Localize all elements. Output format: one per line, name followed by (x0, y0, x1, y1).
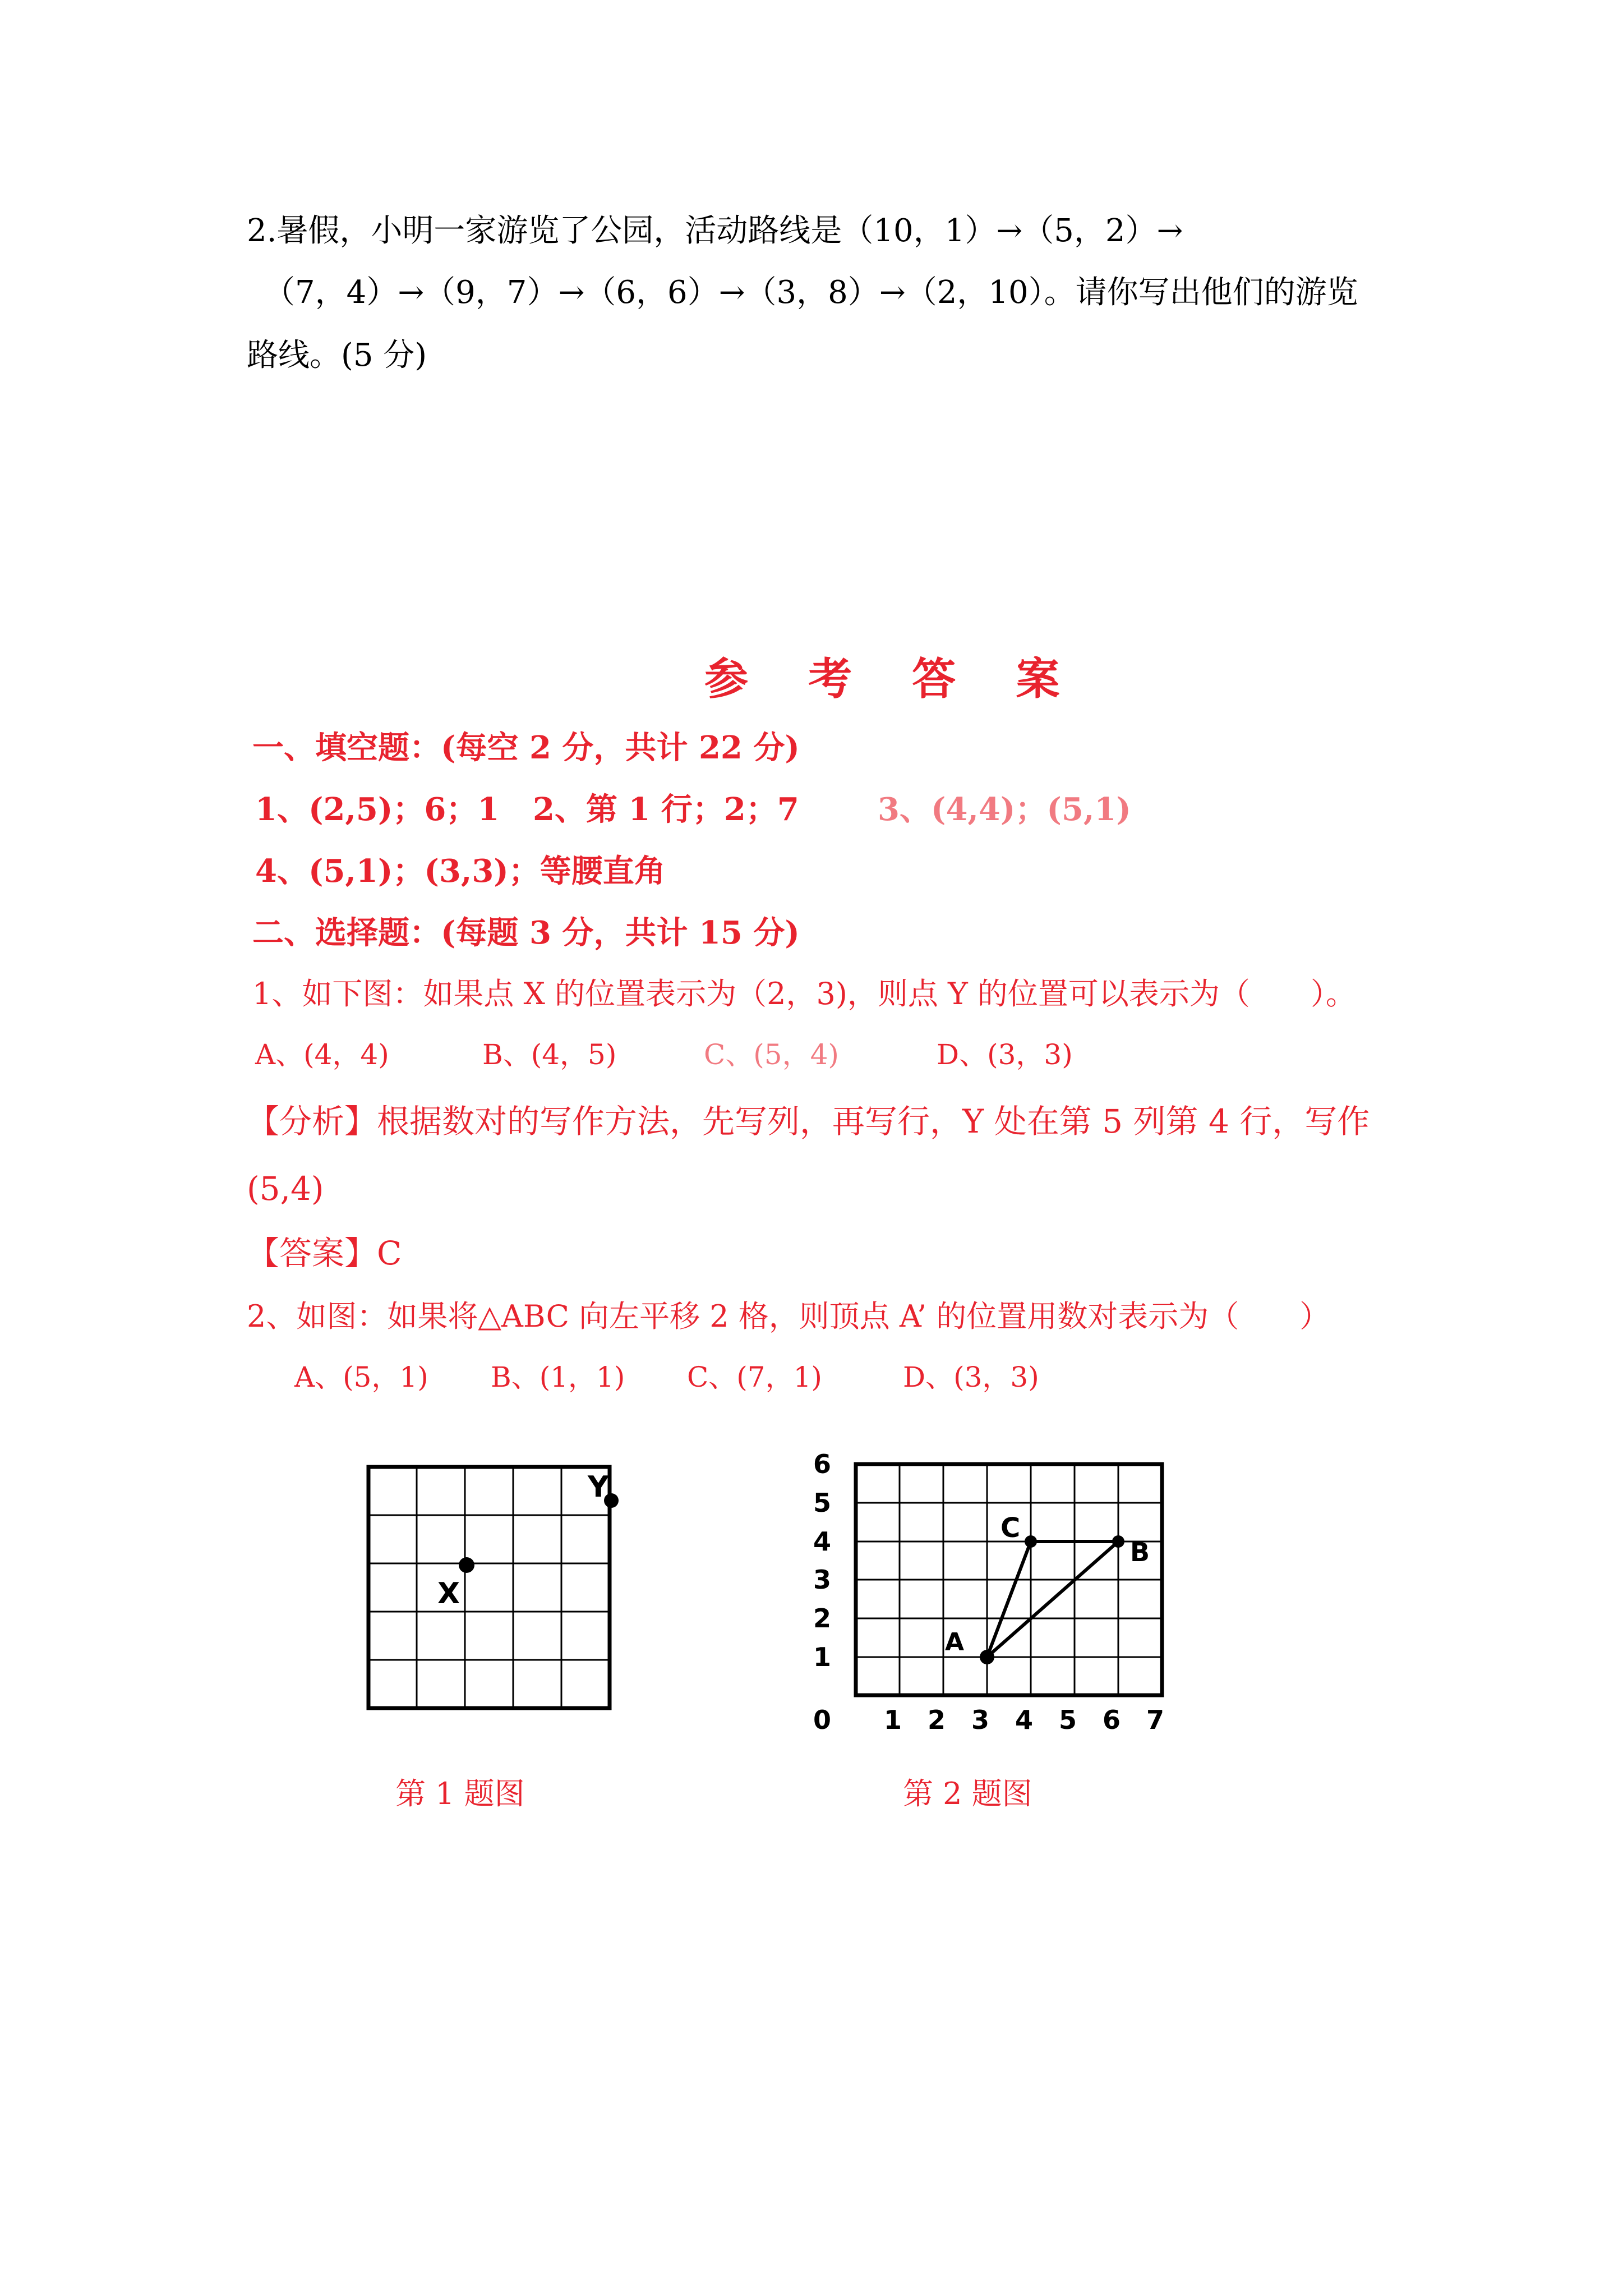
figure2-ytick-6: 6 (813, 1449, 832, 1479)
mc2-question: 2、如图：如果将△ABC 向左平移 2 格，则顶点 A’ 的位置用数对表示为（ ） (247, 1299, 1330, 1334)
figure2-ytick-1: 1 (813, 1642, 832, 1672)
mc1-option-a: A、(4，4) (255, 1038, 389, 1071)
section2-heading: 二、选择题：(每题 3 分，共计 15 分) (252, 914, 800, 951)
figure2-label-a: A (945, 1628, 965, 1657)
figure2-xtick-2: 2 (928, 1705, 946, 1735)
mc1-option-d: D、(3，3) (937, 1038, 1073, 1071)
figure2-xtick-0: 0 (813, 1705, 832, 1735)
figure2-caption: 第 2 题图 (903, 1776, 1032, 1811)
mc1-question: 1、如下图：如果点 X 的位置表示为（2，3)，则点 Y 的位置可以表示为（ ）。 (252, 976, 1356, 1011)
question2-line3: 路线。(5 分) (247, 337, 427, 374)
answers-title: 参 考 答 案 (704, 654, 1082, 705)
fill-answer-2: 2、第 1 行；2；7 (533, 791, 799, 828)
fill-answer-4: 4、(5,1)；(3,3)；等腰直角 (255, 853, 666, 890)
figure2-ytick-4: 4 (813, 1526, 832, 1557)
mc1-option-c: C、(5，4) (704, 1038, 839, 1071)
section1-heading: 一、填空题：(每空 2 分，共计 22 分) (252, 729, 800, 766)
figure2-label-c: C (1000, 1512, 1021, 1544)
figure1-point-x (459, 1557, 474, 1573)
figure2-ytick-5: 5 (813, 1488, 832, 1518)
figure2-vertex-a (980, 1650, 994, 1664)
figure2-triangle-abc (987, 1542, 1118, 1657)
figure1-label-y: Y (588, 1470, 609, 1504)
figure2-ytick-2: 2 (813, 1603, 832, 1634)
figure2-vertex-b (1112, 1535, 1124, 1548)
question2-line2: （7，4）→（9，7）→（6，6）→（3，8）→（2，10）。请你写出他们的游览 (264, 274, 1358, 311)
figure2-xtick-3: 3 (971, 1705, 990, 1735)
mc1-answer: 【答案】C (247, 1234, 402, 1272)
figure2-ytick-3: 3 (813, 1565, 832, 1595)
mc2-option-b: B、(1，1) (491, 1361, 625, 1393)
figure2-grid (802, 1436, 1183, 1739)
figure1-label-x: X (437, 1577, 460, 1611)
mc2-option-c: C、(7，1) (687, 1361, 822, 1393)
figure1-caption: 第 1 题图 (395, 1776, 525, 1811)
figure2-xtick-5: 5 (1059, 1705, 1077, 1735)
figure2-xtick-1: 1 (884, 1705, 902, 1735)
mc1-analysis-line1: 【分析】根据数对的写作方法，先写列，再写行，Y 处在第 5 列第 4 行，写作 (247, 1102, 1370, 1140)
mc2-option-d: D、(3，3) (903, 1361, 1039, 1393)
figure2-xtick-7: 7 (1146, 1705, 1165, 1735)
figure2-xtick-4: 4 (1015, 1705, 1034, 1735)
mc2-option-a: A、(5，1) (294, 1361, 428, 1393)
fill-answer-3: 3、(4,4)；(5,1) (878, 791, 1131, 828)
figure2-xtick-6: 6 (1103, 1705, 1121, 1735)
figure2-vertex-c (1025, 1535, 1037, 1548)
mc1-analysis-line2: (5,4) (247, 1170, 324, 1208)
question2-line1: 2.暑假，小明一家游览了公园，活动路线是（10，1）→（5，2）→ (247, 213, 1183, 249)
figure1-border (368, 1467, 610, 1708)
figure1-grid (353, 1447, 645, 1717)
fill-answer-1: 1、(2,5)；6；1 (255, 791, 500, 828)
figure2-label-b: B (1130, 1537, 1150, 1567)
mc1-option-b: B、(4，5) (482, 1038, 617, 1071)
